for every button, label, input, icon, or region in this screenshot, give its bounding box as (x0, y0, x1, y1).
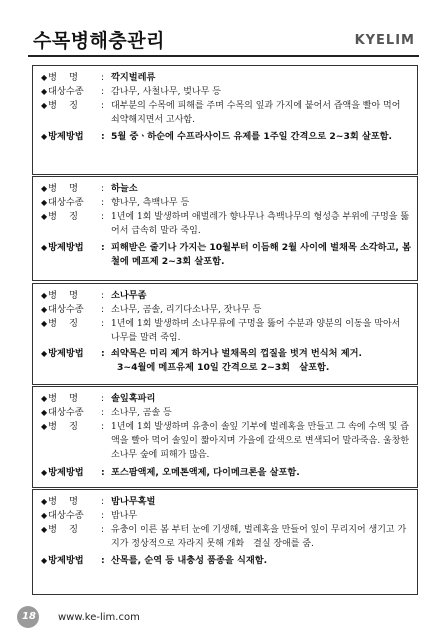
symptom-text: 대부분의 수목에 피해를 주며 수목의 잎과 가지에 붙어서 즙액을 빨아 먹어 쇠약해지면서 고사함. (111, 101, 401, 125)
control-label: 방제방법 (48, 131, 84, 142)
pest-entry-4: ◆병 명 : 솔잎혹파리 ◆대상수종 : 소나무, 곰솔 등 ◆병 징 : 1년에 1회 발생하며 유충이 솔잎 기부에 벌레혹을 만들고 그 속에 수액 및 즙액을 빨아 먹어 솔잎이 짧아지며 가을에 갈색으로 변색되어 말라죽음. 울창한 소나무 숲에 피해가 많음. ◆방제방법 : 포스팜액제, 오메톤액제, 다이메크론을 살포함. (32, 386, 418, 488)
host-species: 감나무, 사철나무, 벚나무 등 (111, 87, 221, 97)
control-text: 피해받은 줄기나 가지는 10월부터 이듬해 2월 사이에 벌채목 소각하고, 봄철에 메프제 2~3회 살포함. (111, 242, 411, 267)
name-label: 병 명 (48, 393, 79, 404)
pest-name: 밤나무혹벌 (111, 496, 156, 507)
pest-entry-3: ◆병 명 : 소나무좀 ◆대상수종 : 소나무, 곰솔, 리기다소나무, 잣나무 등 ◆병 징 : 1년에 1회 발생하며 소나무류에 구멍을 뚫어 수분과 양분의 이동을 막아서 나무를 말려 죽임. ◆방제방법 : 쇠약목은 미리 제거 하거나 벌채목의 껍질을 벗겨 번식처 제거. 3~4월에 메프유제 10일 간격으로 2~3회 살포함. (32, 283, 418, 385)
control-text: 포스팜액제, 오메톤액제, 다이메크론을 살포함. (111, 467, 300, 478)
symptom-label: 병 징 (48, 421, 79, 432)
page-title: 수목병해충관리 (33, 30, 165, 52)
page-number: 18 (22, 611, 36, 622)
symptom-label: 병 징 (48, 318, 79, 329)
footer-url[interactable]: www.ke-lim.com (58, 612, 140, 623)
control-label: 방제방법 (48, 242, 84, 253)
name-label: 병 명 (48, 496, 79, 507)
pest-entry-1: ◆병 명 : 깍지벌레류 ◆대상수종 : 감나무, 사철나무, 벚나무 등 ◆병 징 : 대부분의 수목에 피해를 주며 수목의 잎과 가지에 붙어서 즙액을 빨아 먹어 쇠약해지면서 고사함. ◆방제방법 : 5월 중ㆍ하순에 수프라사이드 유제를 1주일 간격으로 2~3회 살포함. (32, 65, 418, 175)
name-label: 병 명 (48, 183, 79, 194)
pest-name: 하늘소 (111, 183, 138, 194)
pest-entry-2: ◆병 명 : 하늘소 ◆대상수종 : 향나무, 측백나무 등 ◆병 징 : 1년에 1회 발생하며 애벌레가 향나무나 측백나무의 형성층 부위에 구멍을 뚫어서 급속히 말라 죽임. ◆방제방법 : 피해받은 줄기나 가지는 10월부터 이듬해 2월 사이에 벌채목 소각하고, 봄철에 메프제 2~3회 살포함. (32, 176, 418, 281)
host-species: 향나무, 측백나무 등 (111, 198, 190, 208)
symptom-text: 유충이 이른 봄 부터 눈에 기생해, 벌레혹을 만들어 잎이 무리지어 생기고 가지가 정상적으로 자라지 못해 개화 결실 장애를 줌. (111, 525, 407, 549)
symptom-text: 1년에 1회 발생하며 소나무류에 구멍을 뚫어 수분과 양분의 이동을 막아서 나무를 말려 죽임. (111, 319, 401, 343)
symptom-label: 병 징 (48, 524, 79, 535)
control-label: 방제방법 (48, 555, 84, 566)
pest-name: 깍지벌레류 (111, 72, 156, 83)
name-label: 병 명 (48, 290, 79, 301)
symptom-label: 병 징 (48, 211, 79, 222)
pest-name: 솔잎혹파리 (111, 393, 156, 404)
name-label: 병 명 (48, 72, 79, 83)
host-label: 대상수종 (48, 86, 84, 97)
control-text-2: 3~4월에 메프유제 10일 간격으로 2~3회 살포함. (117, 362, 330, 373)
symptom-text: 1년에 1회 발생하며 애벌레가 향나무나 측백나무의 형성층 부위에 구멍을 뚫어서 급속히 말라 죽임. (111, 212, 410, 236)
brand-logo: KYELIM (354, 33, 415, 48)
control-text: 쇠약목은 미리 제거 하거나 벌채목의 껍질을 벗겨 번식처 제거. (111, 348, 362, 359)
host-label: 대상수종 (48, 304, 84, 315)
control-label: 방제방법 (48, 348, 84, 359)
control-label: 방제방법 (48, 467, 84, 478)
control-text: 산목를, 순역 등 내충성 품종을 식재함. (111, 555, 268, 566)
symptom-label: 병 징 (48, 100, 79, 111)
pest-entry-5: ◆병 명 : 밤나무혹벌 ◆대상수종 : 밤나무 ◆병 징 : 유충이 이른 봄 부터 눈에 기생해, 벌레혹을 만들어 잎이 무리지어 생기고 가지가 정상적으로 자라지 못해 개화 결실 장애를 줌. ◆방제방법 : 산목를, 순역 등 내충성 품종을 식재함. (32, 489, 418, 595)
page-number-badge (17, 606, 39, 628)
host-species: 밤나무 (111, 511, 138, 521)
host-label: 대상수종 (48, 510, 84, 521)
header-rule (28, 55, 419, 57)
control-text: 5월 중ㆍ하순에 수프라사이드 유제를 1주일 간격으로 2~3회 살포함. (111, 131, 393, 142)
host-species: 소나무, 곰솔 등 (111, 408, 172, 418)
host-label: 대상수종 (48, 197, 84, 208)
pest-name: 소나무좀 (111, 290, 147, 301)
host-label: 대상수종 (48, 407, 84, 418)
host-species: 소나무, 곰솔, 리기다소나무, 잣나무 등 (111, 305, 262, 315)
symptom-text: 1년에 1회 발생하며 유충이 솔잎 기부에 벌레혹을 만들고 그 속에 수액 및 즙액을 빨아 먹어 솔잎이 짧아지며 가을에 갈색으로 변색되어 말라죽음. 울창한 소나무 숲에 피해가 많음. (111, 422, 410, 460)
